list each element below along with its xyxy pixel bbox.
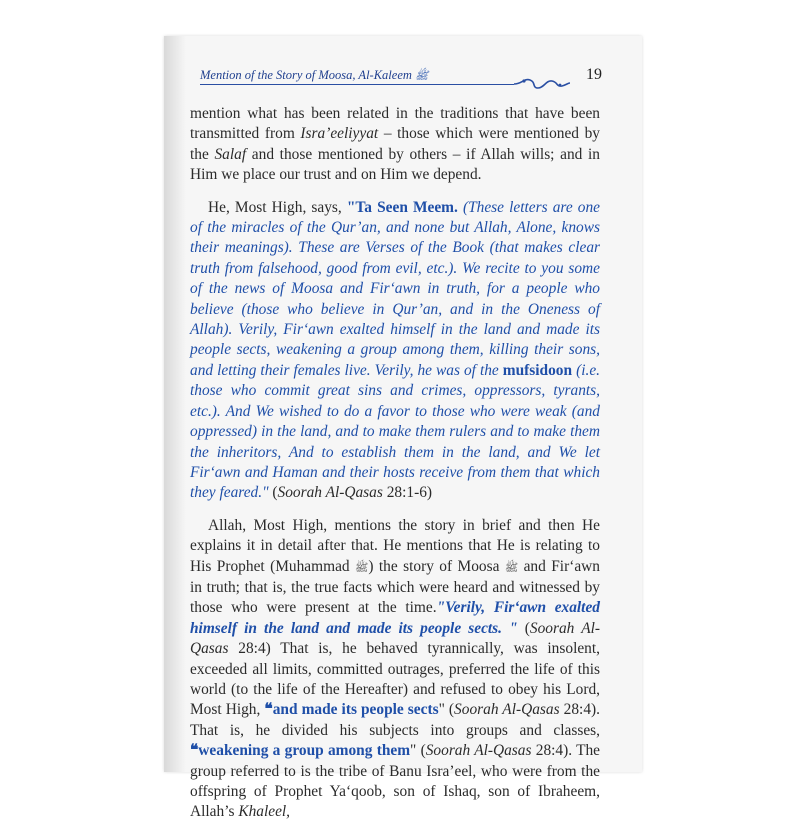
- open-quote-mark: ❝: [264, 701, 273, 719]
- page-body: [190, 104, 600, 835]
- flourish-ornament-icon: [514, 76, 570, 90]
- honorific-glyph: ﷺ: [504, 561, 519, 574]
- open-quote-mark: ❝: [190, 742, 199, 760]
- page-number: 19: [586, 66, 602, 83]
- paragraph-3: Allah, Most High, mentions the story in brief and then He explains it in detail after that. He mentions that He is relating to His Prophet (Muhammad ﷺ) the story of Moosa ﷺ and Fir‘awn in truth; that is, the true facts which were heard and witnessed by those who were present at the time."Verily, Fir‘awn exalted himself in the land and made its people sects. " (Soorah Al-Qasas 28:4) That is, he behaved tyrannically, was insolent, exceeded all limits, committed outrages, preferred the life of this world (to the life of the Hereafter) and refused to obey his Lord, Most High, ❝and made its people sects" (Soorah Al-Qasas 28:4). That is, he divided his subjects into groups and classes, ❝weakening a group among them" (Soorah Al-Qasas 28:4). The group referred to is the tribe of Banu Isra’eel, who were from the offspring of Prophet Ya‘qoob, son of Ishaq, son of Ibraheem, Allah’s Khaleel,: [190, 516, 600, 821]
- honorific-glyph: ﷺ: [355, 561, 369, 574]
- header-title: Mention of the Story of Moosa, Al-Kaleem ﷺ: [200, 68, 429, 82]
- header-rule: [200, 84, 514, 85]
- paragraph-2: He, Most High, says, "Ta Seen Meem. (These letters are one of the miracles of the Qur’an, and none but Allah, Alone, knows their meanings). These are Verses of the Book (that makes clear truth from falsehood, good from evil, etc.). We recite to you some of the news of Moosa and Fir‘awn in truth, for a people who believe (those who believe in Qur’an, and in the Oneness of Allah). Verily, Fir‘awn exalted himself in the land and made its people sects, weakening a group among them, killing their sons, and letting their females live. Verily, he was of the mufsidoon (i.e. those who commit great sins and crimes, oppressors, tyrants, etc.). And We wished to do a favor to those who were weak (and oppressed) in the land, and to make them rulers and to make them the inheritors, And to establish them in the land, and We let Fir‘awn and Haman and their hosts receive from them that which they feared." (Soorah Al-Qasas 28:1-6): [190, 198, 600, 502]
- book-page: [164, 36, 642, 821]
- running-header: [200, 66, 612, 92]
- honorific-glyph: ﷺ: [415, 70, 429, 82]
- paragraph-1: mention what has been related in the traditions that have been transmitted from Isra’eeliyyat – those which were mentioned by the Salaf and those mentioned by others – if Allah wills; and in Him we place our trust and on Him we depend.: [190, 105, 601, 184]
